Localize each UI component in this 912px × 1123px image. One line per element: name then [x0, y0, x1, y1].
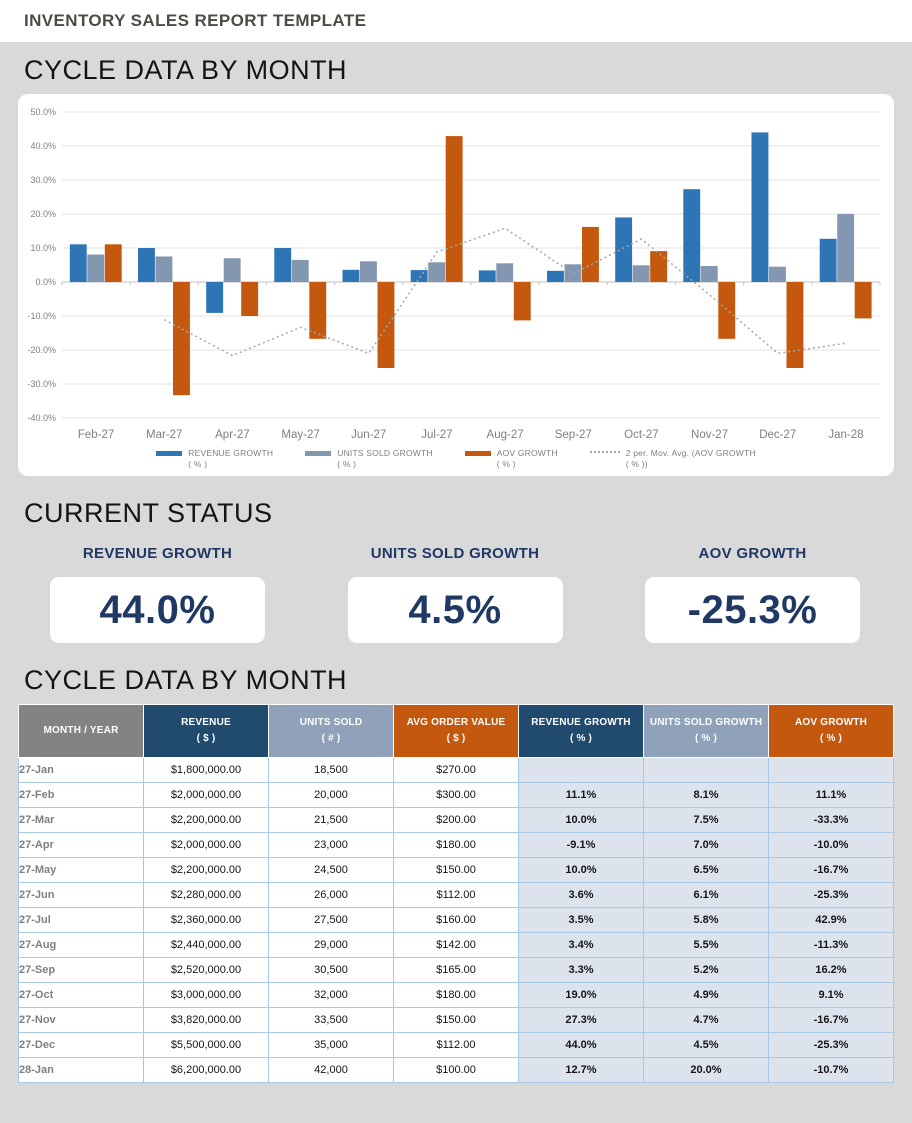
- cell-units-sold: 29,000: [269, 933, 394, 958]
- cell-month: 28-Jan: [19, 1058, 144, 1083]
- bar: [206, 282, 223, 313]
- legend-color-swatch: [465, 451, 491, 456]
- cell-units-sold-growth: 6.5%: [644, 858, 769, 883]
- bar: [769, 267, 786, 282]
- column-header: UNITS SOLD GROWTH ( % ): [644, 705, 769, 758]
- table-row: [19, 833, 894, 858]
- cell-revenue: $3,000,000.00: [144, 983, 269, 1008]
- x-tick-label: Apr-27: [215, 429, 250, 441]
- cell-avg-order-value: $180.00: [394, 983, 519, 1008]
- cell-revenue: $6,200,000.00: [144, 1058, 269, 1083]
- cycle-chart-svg: [18, 100, 894, 446]
- cell-revenue-growth: 11.1%: [519, 783, 644, 808]
- cell-units-sold-growth: 5.2%: [644, 958, 769, 983]
- bar: [514, 282, 531, 320]
- status-card-column: [50, 535, 265, 643]
- page-title: INVENTORY SALES REPORT TEMPLATE: [24, 11, 367, 30]
- bar: [378, 282, 395, 368]
- y-tick-label: 30.0%: [30, 175, 56, 185]
- cell-month: 27-Dec: [19, 1033, 144, 1058]
- table-row: [19, 983, 894, 1008]
- bar: [479, 270, 496, 282]
- cell-units-sold: 24,500: [269, 858, 394, 883]
- cell-units-sold-growth: 5.8%: [644, 908, 769, 933]
- y-tick-label: 50.0%: [30, 107, 56, 117]
- status-card-label: AOV GROWTH: [698, 545, 807, 562]
- cell-revenue-growth: 10.0%: [519, 858, 644, 883]
- cell-avg-order-value: $165.00: [394, 958, 519, 983]
- cell-revenue-growth: 3.6%: [519, 883, 644, 908]
- bar: [787, 282, 804, 368]
- column-header: AOV GROWTH ( % ): [769, 705, 894, 758]
- bar: [173, 282, 190, 395]
- x-tick-label: Dec-27: [759, 429, 797, 441]
- cell-aov-growth: -33.3%: [769, 808, 894, 833]
- cell-avg-order-value: $100.00: [394, 1058, 519, 1083]
- bar: [683, 189, 700, 282]
- cell-units-sold: 18,500: [269, 758, 394, 783]
- bar: [446, 136, 463, 282]
- bar: [241, 282, 258, 316]
- bar: [820, 239, 837, 282]
- legend-label: UNITS SOLD GROWTH ( % ): [337, 448, 433, 470]
- table-head-row: [19, 705, 894, 758]
- cell-month: 27-Feb: [19, 783, 144, 808]
- bar: [87, 255, 104, 283]
- cell-aov-growth: [769, 758, 894, 783]
- cell-avg-order-value: $142.00: [394, 933, 519, 958]
- cell-revenue-growth: 44.0%: [519, 1033, 644, 1058]
- cell-month: 27-Jul: [19, 908, 144, 933]
- x-tick-label: Sep-27: [554, 429, 592, 441]
- status-card-value: 44.0%: [99, 587, 216, 632]
- cell-avg-order-value: $112.00: [394, 883, 519, 908]
- cell-revenue-growth: -9.1%: [519, 833, 644, 858]
- cell-aov-growth: -25.3%: [769, 1033, 894, 1058]
- status-card-column: [348, 535, 563, 643]
- status-cards-row: [0, 535, 912, 643]
- cell-units-sold-growth: 20.0%: [644, 1058, 769, 1083]
- bar: [343, 270, 360, 282]
- bar: [496, 263, 513, 282]
- cell-revenue-growth: 3.5%: [519, 908, 644, 933]
- cell-revenue: $2,440,000.00: [144, 933, 269, 958]
- cell-units-sold-growth: 8.1%: [644, 783, 769, 808]
- y-tick-label: -30.0%: [27, 379, 56, 389]
- bar: [292, 260, 309, 282]
- cell-avg-order-value: $300.00: [394, 783, 519, 808]
- y-tick-label: -20.0%: [27, 345, 56, 355]
- cell-aov-growth: -16.7%: [769, 858, 894, 883]
- legend-color-swatch: [305, 451, 331, 456]
- x-tick-label: Jan-28: [828, 429, 864, 441]
- bar: [156, 257, 173, 283]
- bar: [615, 217, 632, 282]
- bar: [701, 266, 718, 282]
- cell-units-sold: 33,500: [269, 1008, 394, 1033]
- legend-label: REVENUE GROWTH ( % ): [188, 448, 274, 470]
- bar: [855, 282, 872, 318]
- bar: [224, 258, 241, 282]
- cell-revenue-growth: 3.4%: [519, 933, 644, 958]
- column-header: REVENUE ( $ ): [144, 705, 269, 758]
- table-section-title: CYCLE DATA BY MONTH: [24, 665, 348, 695]
- y-tick-label: -40.0%: [27, 413, 56, 423]
- cell-avg-order-value: $112.00: [394, 1033, 519, 1058]
- bar: [752, 132, 769, 282]
- cell-aov-growth: -10.0%: [769, 833, 894, 858]
- x-tick-label: May-27: [281, 429, 320, 441]
- cell-units-sold: 32,000: [269, 983, 394, 1008]
- cell-revenue: $2,000,000.00: [144, 783, 269, 808]
- bar: [718, 282, 735, 339]
- cell-units-sold: 35,000: [269, 1033, 394, 1058]
- bar: [837, 214, 854, 282]
- cell-units-sold: 42,000: [269, 1058, 394, 1083]
- cell-avg-order-value: $150.00: [394, 1008, 519, 1033]
- bar: [411, 270, 428, 282]
- cell-month: 27-Jun: [19, 883, 144, 908]
- cell-revenue: $2,520,000.00: [144, 958, 269, 983]
- cell-revenue: $1,800,000.00: [144, 758, 269, 783]
- status-card-column: [645, 535, 860, 643]
- column-header: MONTH / YEAR: [19, 705, 144, 758]
- x-tick-label: Mar-27: [146, 429, 183, 441]
- cell-avg-order-value: $200.00: [394, 808, 519, 833]
- cell-avg-order-value: $150.00: [394, 858, 519, 883]
- cell-units-sold-growth: 4.5%: [644, 1033, 769, 1058]
- bar: [582, 227, 599, 282]
- status-card: [645, 577, 860, 643]
- status-card-label: REVENUE GROWTH: [82, 545, 233, 562]
- cell-avg-order-value: $160.00: [394, 908, 519, 933]
- cell-revenue: $3,820,000.00: [144, 1008, 269, 1033]
- cell-aov-growth: -16.7%: [769, 1008, 894, 1033]
- legend-dotted-line-swatch: [590, 451, 620, 453]
- bar: [70, 244, 87, 282]
- table-row: [19, 908, 894, 933]
- bar: [309, 282, 326, 339]
- table-row: [19, 1008, 894, 1033]
- legend-item: [305, 448, 433, 471]
- cell-units-sold-growth: 6.1%: [644, 883, 769, 908]
- cell-revenue: $2,360,000.00: [144, 908, 269, 933]
- table-row: [19, 1058, 894, 1083]
- status-section-title: CURRENT STATUS: [24, 498, 273, 528]
- cell-month: 27-Nov: [19, 1008, 144, 1033]
- bar: [547, 271, 564, 282]
- cell-aov-growth: -11.3%: [769, 933, 894, 958]
- cell-month: 27-May: [19, 858, 144, 883]
- bar: [360, 261, 377, 282]
- page-header-bar: [0, 0, 912, 42]
- chart-legend: [18, 448, 894, 471]
- cell-aov-growth: 16.2%: [769, 958, 894, 983]
- cell-units-sold-growth: 7.5%: [644, 808, 769, 833]
- legend-item: [590, 448, 756, 471]
- cell-avg-order-value: $180.00: [394, 833, 519, 858]
- cell-aov-growth: -10.7%: [769, 1058, 894, 1083]
- y-tick-label: 40.0%: [30, 141, 56, 151]
- status-card-value: 4.5%: [408, 587, 502, 632]
- legend-label: AOV GROWTH ( % ): [496, 448, 558, 470]
- cell-units-sold: 30,500: [269, 958, 394, 983]
- legend-color-swatch: [156, 451, 182, 456]
- x-tick-label: Nov-27: [691, 429, 729, 441]
- cell-aov-growth: 11.1%: [769, 783, 894, 808]
- status-card: [50, 577, 265, 643]
- legend-item: [465, 448, 558, 471]
- cell-units-sold: 27,500: [269, 908, 394, 933]
- bar: [105, 244, 122, 282]
- cell-aov-growth: 42.9%: [769, 908, 894, 933]
- bar: [138, 248, 155, 282]
- cell-units-sold: 20,000: [269, 783, 394, 808]
- cell-revenue: $2,200,000.00: [144, 858, 269, 883]
- table-body: [19, 758, 894, 1083]
- bar: [565, 264, 582, 282]
- y-tick-label: 20.0%: [30, 209, 56, 219]
- legend-label: 2 per. Mov. Avg. (AOV GROWTH ( % )): [625, 448, 756, 470]
- chart-section-title: CYCLE DATA BY MONTH: [24, 55, 348, 85]
- bar: [650, 251, 667, 282]
- moving-average-line: [164, 228, 846, 355]
- x-tick-label: Jun-27: [351, 429, 387, 441]
- bar: [274, 248, 291, 282]
- cell-revenue: $2,280,000.00: [144, 883, 269, 908]
- cycle-data-table: [18, 704, 894, 1083]
- status-card: [348, 577, 563, 643]
- bar: [428, 262, 445, 282]
- column-header: REVENUE GROWTH ( % ): [519, 705, 644, 758]
- column-header: AVG ORDER VALUE ( $ ): [394, 705, 519, 758]
- status-card-value: -25.3%: [687, 587, 818, 632]
- cell-units-sold: 26,000: [269, 883, 394, 908]
- x-tick-label: Jul-27: [421, 429, 453, 441]
- bar: [633, 265, 650, 282]
- cell-month: 27-Apr: [19, 833, 144, 858]
- y-tick-label: 0.0%: [35, 277, 56, 287]
- cell-revenue-growth: [519, 758, 644, 783]
- cell-aov-growth: -25.3%: [769, 883, 894, 908]
- cell-revenue-growth: 12.7%: [519, 1058, 644, 1083]
- cell-units-sold: 21,500: [269, 808, 394, 833]
- table-row: [19, 858, 894, 883]
- y-tick-label: 10.0%: [30, 243, 56, 253]
- cell-revenue: $2,200,000.00: [144, 808, 269, 833]
- cell-revenue-growth: 3.3%: [519, 958, 644, 983]
- cell-units-sold-growth: 5.5%: [644, 933, 769, 958]
- cycle-chart-panel: [18, 94, 894, 476]
- table-row: [19, 758, 894, 783]
- cell-month: 27-Jan: [19, 758, 144, 783]
- legend-item: [156, 448, 273, 471]
- cell-units-sold-growth: [644, 758, 769, 783]
- cell-month: 27-Mar: [19, 808, 144, 833]
- cell-revenue-growth: 10.0%: [519, 808, 644, 833]
- cell-aov-growth: 9.1%: [769, 983, 894, 1008]
- table-row: [19, 933, 894, 958]
- cell-revenue: $5,500,000.00: [144, 1033, 269, 1058]
- cell-units-sold-growth: 4.7%: [644, 1008, 769, 1033]
- cell-revenue-growth: 27.3%: [519, 1008, 644, 1033]
- x-tick-label: Oct-27: [624, 429, 659, 441]
- x-tick-label: Feb-27: [77, 429, 115, 441]
- cell-units-sold: 23,000: [269, 833, 394, 858]
- cell-revenue: $2,000,000.00: [144, 833, 269, 858]
- cell-month: 27-Aug: [19, 933, 144, 958]
- table-row: [19, 883, 894, 908]
- column-header: UNITS SOLD ( # ): [269, 705, 394, 758]
- cell-units-sold-growth: 7.0%: [644, 833, 769, 858]
- cell-revenue-growth: 19.0%: [519, 983, 644, 1008]
- cell-units-sold-growth: 4.9%: [644, 983, 769, 1008]
- table-row: [19, 958, 894, 983]
- y-tick-label: -10.0%: [27, 311, 56, 321]
- x-tick-label: Aug-27: [486, 429, 524, 441]
- table-row: [19, 808, 894, 833]
- cell-month: 27-Oct: [19, 983, 144, 1008]
- cell-month: 27-Sep: [19, 958, 144, 983]
- table-row: [19, 783, 894, 808]
- cell-avg-order-value: $270.00: [394, 758, 519, 783]
- status-card-label: UNITS SOLD GROWTH: [370, 545, 540, 562]
- table-row: [19, 1033, 894, 1058]
